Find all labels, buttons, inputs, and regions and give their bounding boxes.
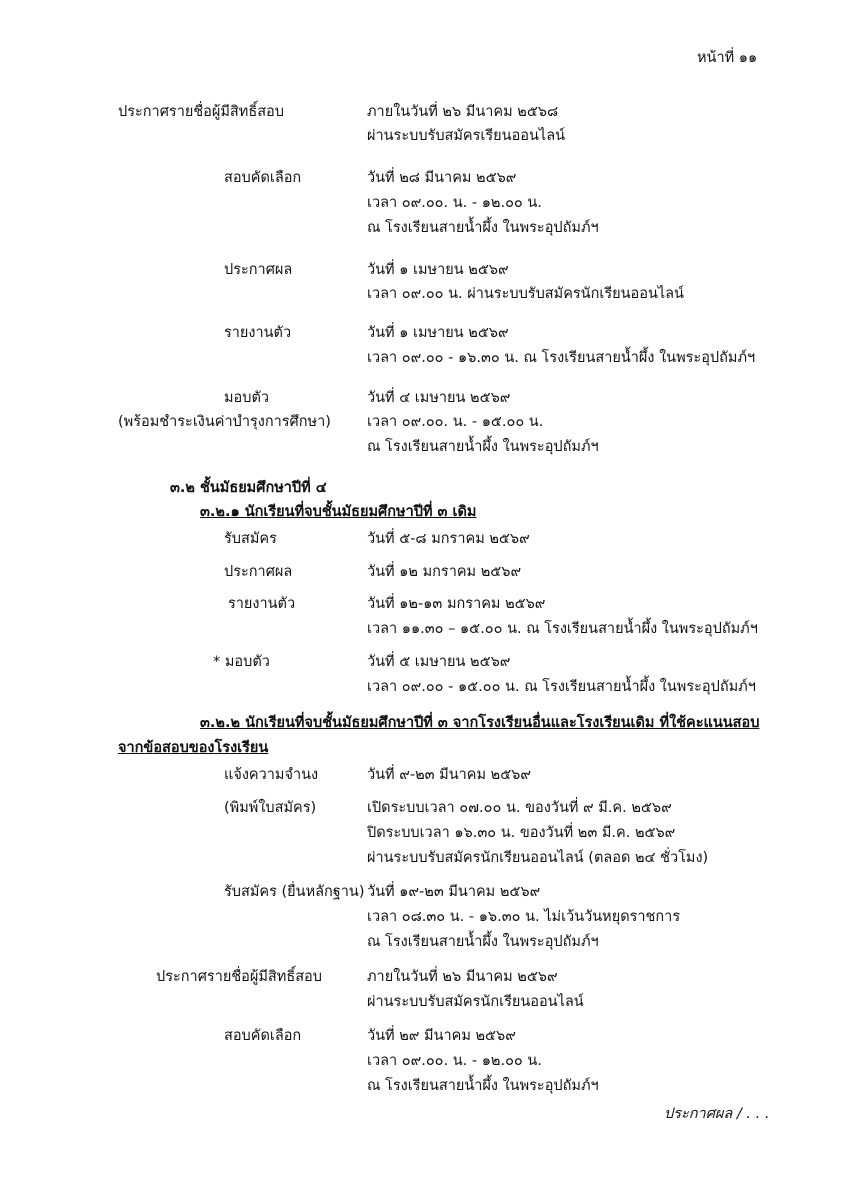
handover-time: เวลา ๐๙.๐๐ - ๑๕.๐๐ น. ณ โรงเรียนสายน้ำผึ้ง ในพระอุปถัมภ์ฯ <box>367 679 756 695</box>
announce-channel: ผ่านระบบรับสมัครนักเรียนออนไลน์ <box>367 994 584 1010</box>
exam-date: วันที่ ๒๙ มีนาคม ๒๕๖๙ <box>367 1028 516 1044</box>
report-label: รายงานตัว <box>224 325 292 341</box>
exam-date: วันที่ ๒๘ มีนาคม ๒๕๖๙ <box>367 170 517 186</box>
announce-label: ประกาศรายชื่อผู้มีสิทธิ์สอบ <box>156 969 322 985</box>
page-number: หน้าที่ ๑๑ <box>697 50 758 66</box>
handover-label: มอบตัว <box>224 390 270 406</box>
result-date: วันที่ ๑ เมษายน ๒๕๖๙ <box>367 262 509 278</box>
docs-place: ณ โรงเรียนสายน้ำผึ้ง ในพระอุปถัมภ์ฯ <box>367 934 599 950</box>
docs-time: เวลา ๐๘.๓๐ น. - ๑๖.๓๐ น. ไม่เว้นวันหยุดราชการ <box>367 909 681 925</box>
notify-date: วันที่ ๙-๒๓ มีนาคม ๒๕๖๙ <box>367 767 531 783</box>
docs-date: วันที่ ๑๙-๒๓ มีนาคม ๒๕๖๙ <box>367 884 541 900</box>
handover-date: วันที่ ๔ เมษายน ๒๕๖๙ <box>367 390 511 406</box>
handover-place: ณ โรงเรียนสายน้ำผึ้ง ในพระอุปถัมภ์ฯ <box>367 439 599 455</box>
print-channel: ผ่านระบบรับสมัครนักเรียนออนไลน์ (ตลอด ๒๔ ชั่วโมง) <box>367 850 709 866</box>
docs-label: รับสมัคร (ยื่นหลักฐาน) <box>224 884 365 900</box>
exam-label: สอบคัดเลือก <box>224 1028 302 1044</box>
report-time: เวลา ๑๑.๓๐ – ๑๕.๐๐ น. ณ โรงเรียนสายน้ำผึ้ง ในพระอุปถัมภ์ฯ <box>367 621 758 637</box>
announce-label: ประกาศรายชื่อผู้มีสิทธิ์สอบ <box>118 104 284 120</box>
notify-label: แจ้งความจำนง <box>224 767 319 783</box>
exam-time: เวลา ๐๙.๐๐. น. - ๑๒.๐๐ น. <box>367 195 542 211</box>
handover-date: วันที่ ๕ เมษายน ๒๕๖๙ <box>367 654 511 670</box>
print-close: ปิดระบบเวลา ๑๖.๓๐ น. ของวันที่ ๒๓ มี.ค. ๒๕๖๙ <box>367 825 676 841</box>
announce-date: ภายในวันที่ ๒๖ มีนาคม ๒๕๖๘ <box>367 104 559 120</box>
result-label: ประกาศผล <box>224 262 293 278</box>
report-date: วันที่ ๑ เมษายน ๒๕๖๙ <box>367 325 509 341</box>
result-time: เวลา ๐๙.๐๐ น. ผ่านระบบรับสมัครนักเรียนออนไลน์ <box>367 286 684 302</box>
handover-time: เวลา ๐๙.๐๐. น. - ๑๕.๐๐ น. <box>367 414 544 430</box>
handover-label: * มอบตัว <box>213 654 270 670</box>
exam-place: ณ โรงเรียนสายน้ำผึ้ง ในพระอุปถัมภ์ฯ <box>367 220 599 236</box>
result-date: วันที่ ๑๒ มกราคม ๒๕๖๙ <box>367 564 522 580</box>
announce-date: ภายในวันที่ ๒๖ มีนาคม ๒๕๖๙ <box>367 969 558 985</box>
continuation-marker: ประกาศผล / . . . <box>664 1106 770 1122</box>
subsection-heading-cont: จากข้อสอบของโรงเรียน <box>118 740 269 756</box>
exam-time: เวลา ๐๙.๐๐. น. - ๑๒.๐๐ น. <box>367 1053 542 1069</box>
result-label: ประกาศผล <box>224 564 293 580</box>
report-date: วันที่ ๑๒-๑๓ มกราคม ๒๕๖๙ <box>367 596 546 612</box>
report-time: เวลา ๐๙.๐๐ - ๑๖.๓๐ น. ณ โรงเรียนสายน้ำผึ้ง ในพระอุปถัมภ์ฯ <box>367 350 756 366</box>
announce-channel: ผ่านระบบรับสมัครเรียนออนไลน์ <box>367 128 565 144</box>
report-label: รายงานตัว <box>228 596 296 612</box>
exam-label: สอบคัดเลือก <box>224 170 302 186</box>
section-heading: ๓.๒ ชั้นมัธยมศึกษาปีที่ ๔ <box>170 480 327 496</box>
print-open: เปิดระบบเวลา ๐๗.๐๐ น. ของวันที่ ๙ มี.ค. ๒๕๖๙ <box>367 800 672 816</box>
exam-place: ณ โรงเรียนสายน้ำผึ้ง ในพระอุปถัมภ์ฯ <box>367 1078 599 1094</box>
apply-label: รับสมัคร <box>224 531 277 547</box>
apply-date: วันที่ ๕-๘ มกราคม ๒๕๖๙ <box>367 531 530 547</box>
subsection-heading: ๓.๒.๑ นักเรียนที่จบชั้นมัธยมศึกษาปีที่ ๓ เดิม <box>200 504 477 520</box>
handover-sub: (พร้อมชำระเงินค่าบำรุงการศึกษา) <box>118 414 331 430</box>
subsection-heading: ๓.๒.๒ นักเรียนที่จบชั้นมัธยมศึกษาปีที่ ๓ จากโรงเรียนอื่นและโรงเรียนเดิม ที่ใช้คะแนนสอบ <box>200 715 760 731</box>
print-label: (พิมพ์ใบสมัคร) <box>224 800 317 816</box>
